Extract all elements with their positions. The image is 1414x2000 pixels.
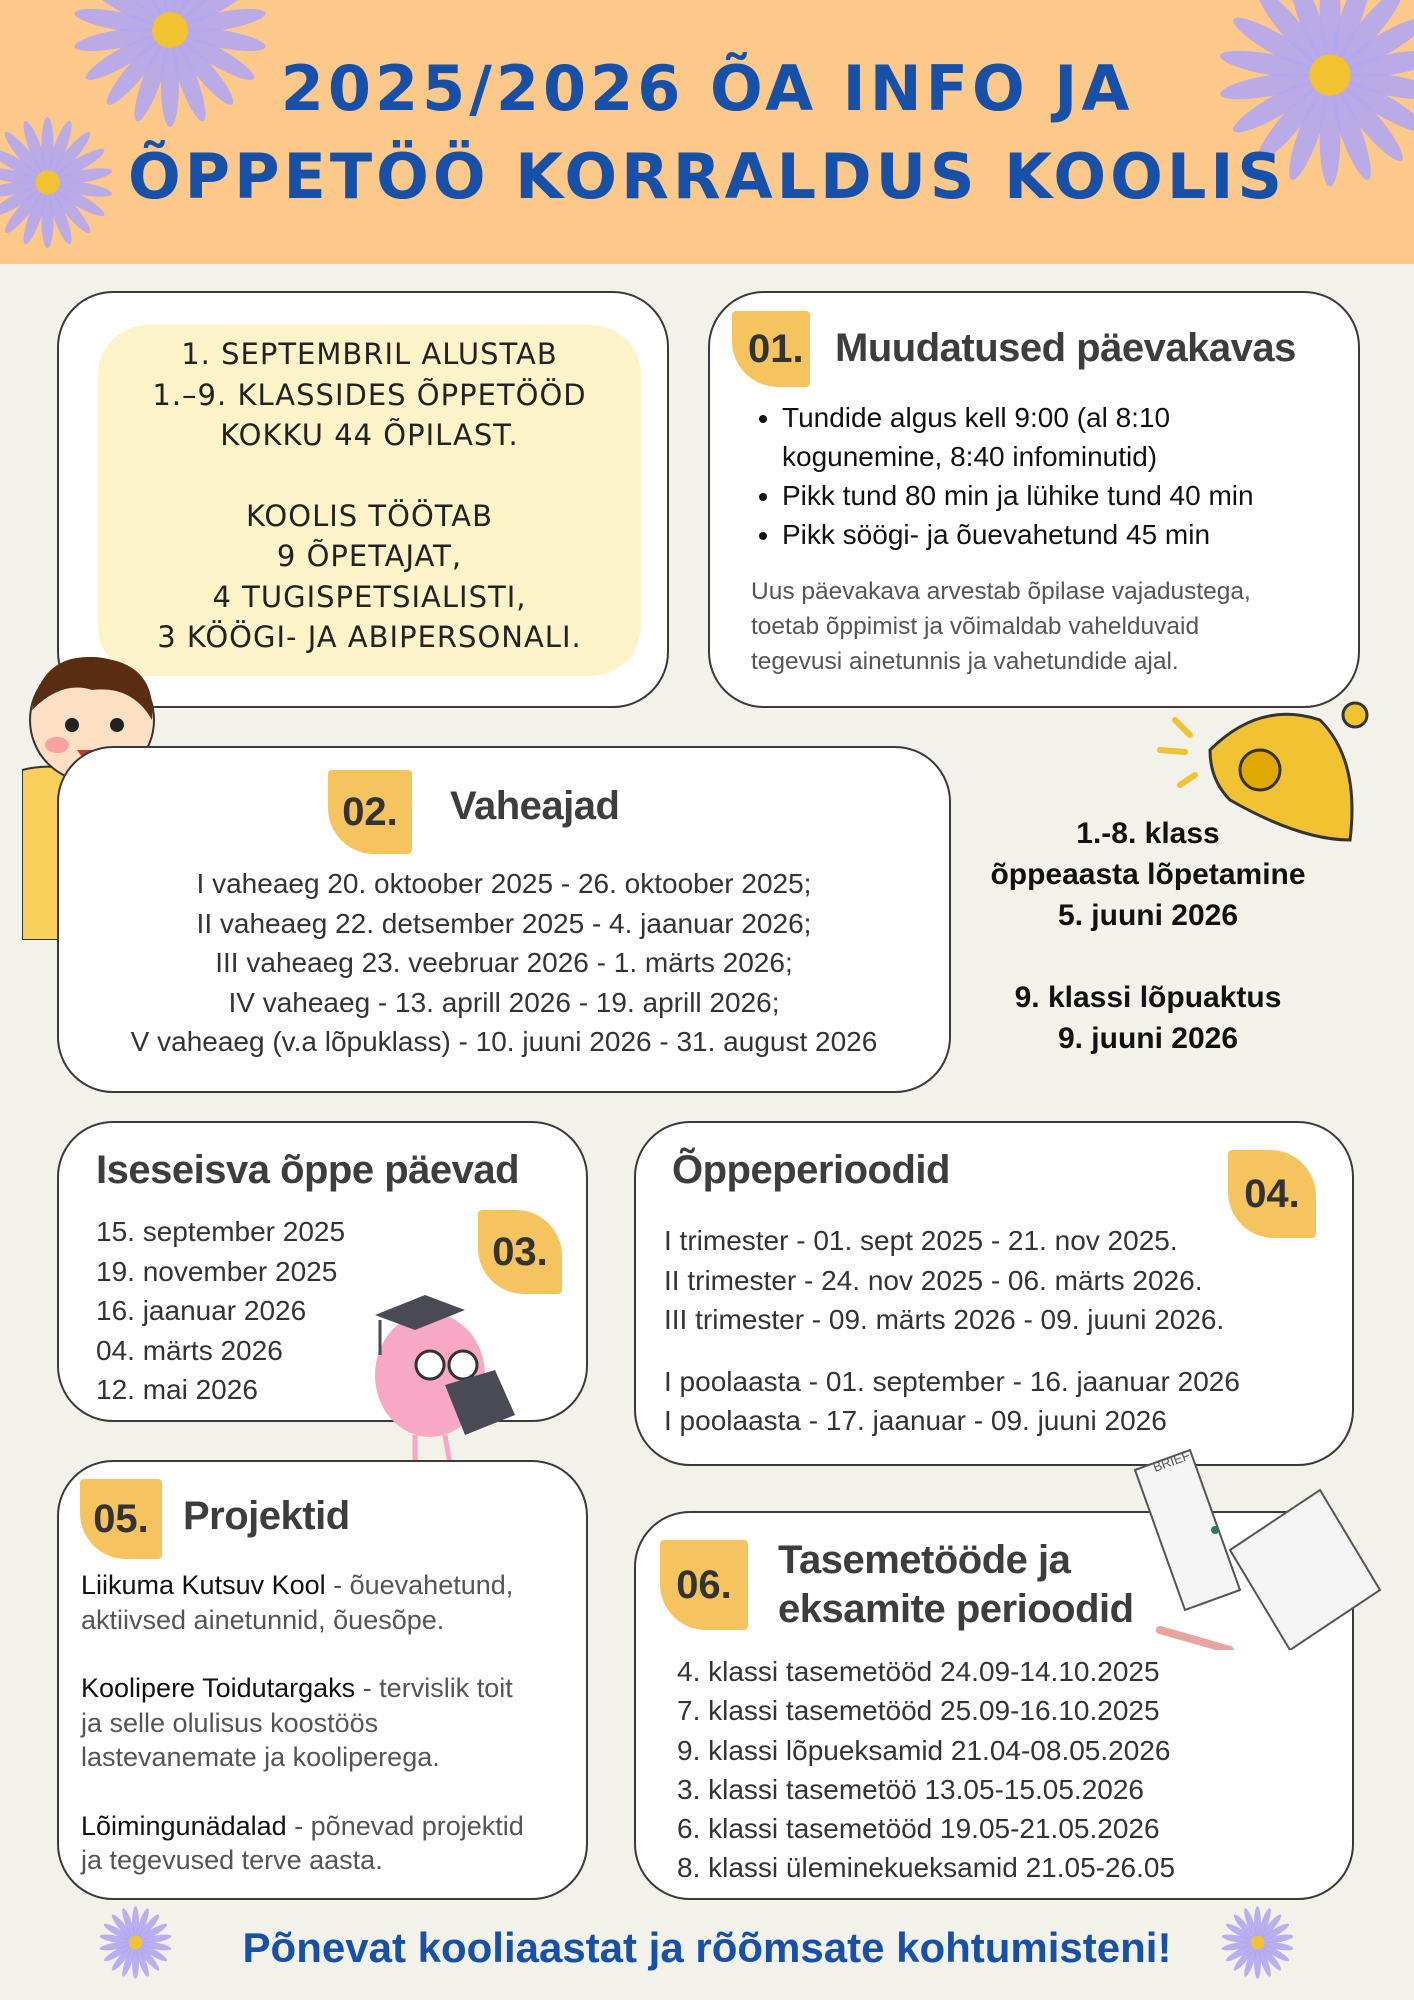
year-end-dates: 1.-8. klass õppeaasta lõpetamine 5. juuni 2026 9. klassi lõpuaktus 9. juuni 2026 bbox=[990, 817, 1306, 1055]
section-title-05: Projektid bbox=[183, 1494, 350, 1538]
section-badge-05: 05. bbox=[80, 1479, 162, 1559]
title-line-2: ÕPPETÖÖ KORRALDUS KOOLIS bbox=[127, 140, 1287, 213]
section-title-04: Õppeperioodid bbox=[672, 1148, 950, 1192]
independent-study-dates: 15. september 2025 19. november 2025 16. jaanuar 2026 04. märts 2026 12. mai 2026 bbox=[96, 1216, 346, 1405]
section-badge-02: 02. bbox=[328, 770, 412, 854]
study-periods-list: I trimester - 01. sept 2025 - 21. nov 2025. II trimester - 24. nov 2025 - 06. märts 2026. III trimester - 09. märts 2026 - 09. juuni 2026. I poolaasta - 01. september - 16. jaanuar 2026 I poolaasta - 17. jaanuar - 09. juuni 2026 bbox=[664, 1225, 1240, 1436]
section-title-01: Muudatused päevakavas bbox=[835, 326, 1296, 370]
title-line-1: 2025/2026 ÕA INFO JA bbox=[280, 52, 1134, 125]
section-title-02: Vaheajad bbox=[450, 784, 620, 828]
schedule-bullets: • Tundide algus kell 9:00 (al 8:10 kogunemine, 8:40 infominutid) • Pikk tund 80 min ja lühike tund 40 min • Pikk söögi- ja õuevahetund 45 min bbox=[750, 398, 1330, 554]
brain-graduate-illustration bbox=[355, 1285, 535, 1465]
section-title-06: Tasemetööde ja eksamite perioodid bbox=[778, 1538, 1134, 1631]
svg-text:BRIEF: BRIEF bbox=[1150, 1447, 1193, 1475]
projects-list: Liikuma Kutsuv Kool - õuevahetund, aktiivsed ainetunnid, õuesõpe. Koolipere Toidutargaks - tervislik toit ja selle olulisus koostöös lastevanemate ja kooliperega. Lõimingunädalad - põnevad projektid ja tegevused terve aasta. bbox=[81, 1570, 524, 1875]
section-badge-06: 06. bbox=[660, 1540, 748, 1630]
section-badge-01: 01. bbox=[732, 311, 810, 387]
section-badge-03: 03. bbox=[478, 1210, 562, 1294]
papers-illustration bbox=[1130, 1440, 1390, 1650]
footer-message: Põnevat kooliaastat ja rõõmsate kohtumisteni! bbox=[242, 1924, 1172, 1971]
schedule-note: Uus päevakava arvestab õpilase vajadustega, toetab õppimist ja võimaldab vahelduvaid tegevusi ainetunnis ja vahetundide ajal. bbox=[751, 578, 1251, 675]
section-title-03: Iseseisva õppe päevad bbox=[96, 1148, 520, 1192]
section-badge-04: 04. bbox=[1228, 1150, 1316, 1238]
holidays-list: I vaheaeg 20. oktoober 2025 - 26. oktoober 2025; II vaheaeg 22. detsember 2025 - 4. jaanuar 2026; III vaheaeg 23. veebruar 2026 - 1. märts 2026; IV vaheaeg - 13. aprill 2026 - 19. aprill 2026; V vaheaeg (v.a lõpuklass) - 10. juuni 2026 - 31. august 2026 bbox=[130, 868, 878, 1057]
intro-text: 1. SEPTEMBRIL ALUSTAB 1.–9. KLASSIDES ÕPPETÖÖD KOKKU 44 ÕPILAST. KOOLIS TÖÖTAB 9 ÕPETAJAT, 4 TUGISPETSIALISTI, 3 KÖÖGI- JA ABIPERSONALI. bbox=[152, 337, 587, 654]
exams-list: 4. klassi tasemetööd 24.09-14.10.2025 7. klassi tasemetööd 25.09-16.10.2025 9. klassi lõpueksamid 21.04-08.05.2026 3. klassi tasemetöö 13.05-15.05.2026 6. klassi tasemetööd 19.05-21.05.2026 8. klassi üleminekueksamid 21.05-26.05 bbox=[677, 1656, 1176, 1884]
